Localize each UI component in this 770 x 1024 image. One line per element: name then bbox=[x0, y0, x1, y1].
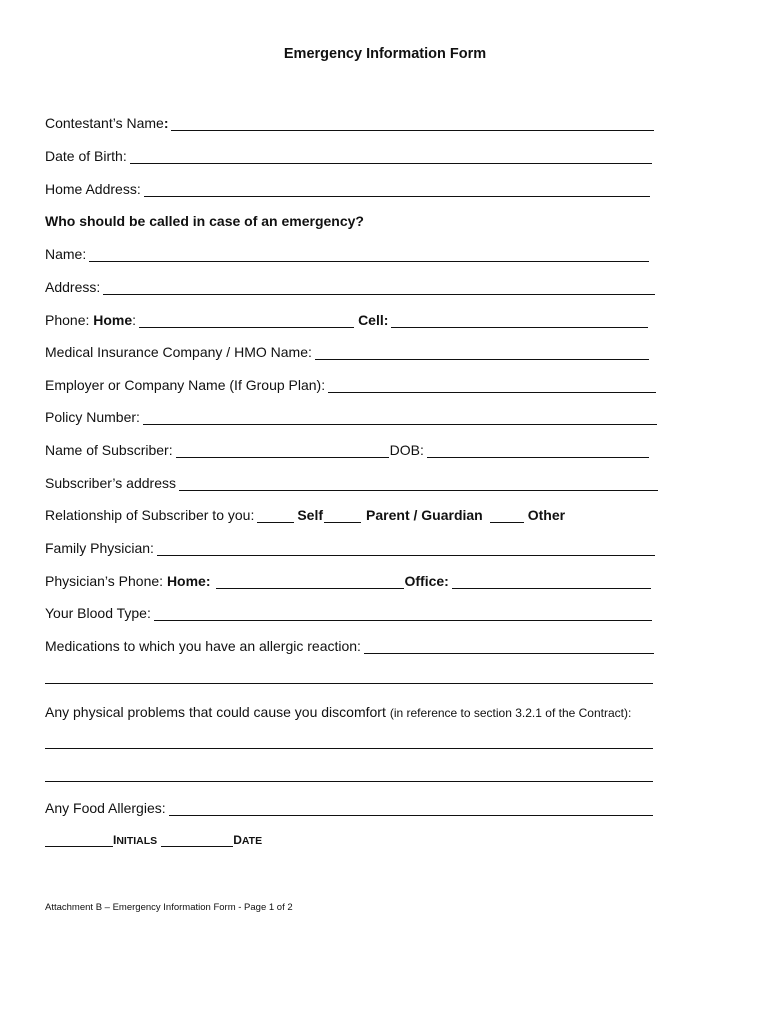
physician-phone-row bbox=[45, 571, 651, 589]
physical-problems-line-1[interactable] bbox=[45, 748, 653, 749]
family-physician-label: Family Physician: bbox=[45, 540, 154, 556]
dob-label: Date of Birth: bbox=[45, 148, 127, 164]
relationship-self-blank[interactable] bbox=[257, 508, 294, 523]
signature-row bbox=[45, 829, 262, 847]
emergency-address-label: Address: bbox=[45, 279, 101, 295]
policy-row bbox=[45, 407, 657, 425]
emergency-address-field[interactable] bbox=[103, 280, 655, 295]
phone-cell-field[interactable] bbox=[391, 313, 648, 328]
phone-label: Phone: bbox=[45, 312, 94, 328]
physician-home-label: Home: bbox=[166, 573, 211, 589]
relationship-parent-label: Parent / Guardian bbox=[366, 507, 483, 523]
subscriber-dob-field[interactable] bbox=[427, 443, 649, 458]
relationship-self-label: Self bbox=[297, 507, 324, 523]
dob-row bbox=[45, 146, 652, 164]
relationship-other-label: Other bbox=[527, 507, 566, 523]
date-label: DATE bbox=[233, 833, 263, 847]
policy-label: Policy Number: bbox=[45, 409, 140, 425]
insurance-label: Medical Insurance Company / HMO Name: bbox=[45, 344, 312, 360]
subscriber-dob-label: DOB: bbox=[389, 442, 424, 458]
subscriber-address-label: Subscriber’s address bbox=[45, 475, 176, 491]
subscriber-address-field[interactable] bbox=[179, 476, 658, 491]
relationship-parent-blank[interactable] bbox=[324, 508, 361, 523]
emergency-question bbox=[45, 211, 364, 229]
physical-problems-note: (in reference to section 3.2.1 of the Contract): bbox=[389, 706, 632, 720]
insurance-field[interactable] bbox=[315, 345, 649, 360]
contestant-name-colon: : bbox=[163, 115, 169, 131]
phone-home-colon: : bbox=[132, 312, 137, 328]
contestant-name-label: Contestant’s Name bbox=[45, 115, 164, 131]
medications-label: Medications to which you have an allergic reaction: bbox=[45, 638, 361, 654]
home-address-field[interactable] bbox=[144, 182, 650, 197]
initials-blank[interactable] bbox=[45, 834, 113, 847]
initials-label: INITIALS bbox=[113, 833, 158, 847]
employer-field[interactable] bbox=[328, 378, 656, 393]
phone-row bbox=[45, 310, 648, 328]
home-address-row bbox=[45, 179, 650, 197]
physician-office-field[interactable] bbox=[452, 574, 651, 589]
blood-type-field[interactable] bbox=[154, 606, 652, 621]
blood-type-row bbox=[45, 603, 652, 621]
contestant-name-field[interactable] bbox=[171, 116, 654, 131]
physician-office-label: Office: bbox=[404, 573, 449, 589]
form-title: Emergency Information Form bbox=[283, 46, 487, 62]
contestant-name-row bbox=[45, 113, 654, 131]
subscriber-name-label: Name of Subscriber: bbox=[45, 442, 173, 458]
relationship-row bbox=[45, 505, 565, 523]
medications-field[interactable] bbox=[364, 639, 654, 654]
food-allergies-label: Any Food Allergies: bbox=[45, 800, 166, 816]
dob-field[interactable] bbox=[130, 149, 652, 164]
relationship-other-blank[interactable] bbox=[490, 508, 524, 523]
relationship-label: Relationship of Subscriber to you: bbox=[45, 507, 255, 523]
blood-type-label: Your Blood Type: bbox=[45, 605, 151, 621]
emergency-address-row bbox=[45, 277, 655, 295]
family-physician-row bbox=[45, 538, 655, 556]
subscriber-name-row bbox=[45, 440, 649, 458]
physical-problems-line-2[interactable] bbox=[45, 781, 653, 782]
employer-row bbox=[45, 375, 656, 393]
emergency-name-field[interactable] bbox=[89, 247, 649, 262]
employer-label: Employer or Company Name (If Group Plan): bbox=[45, 377, 326, 393]
physical-problems-label: Any physical problems that could cause you discomfort bbox=[45, 704, 386, 720]
insurance-row bbox=[45, 342, 649, 360]
phone-home-field[interactable] bbox=[139, 313, 354, 328]
physician-phone-label: Physician’s Phone: bbox=[45, 573, 167, 589]
page-footer: Attachment B – Emergency Information Form - Page 1 of 2 bbox=[45, 902, 293, 913]
family-physician-field[interactable] bbox=[157, 541, 655, 556]
emergency-question-text: Who should be called in case of an emergency? bbox=[45, 213, 364, 229]
home-address-label: Home Address: bbox=[45, 181, 141, 197]
phone-home-label: Home bbox=[93, 312, 133, 328]
physical-problems-row bbox=[45, 702, 631, 720]
date-blank[interactable] bbox=[161, 834, 233, 847]
subscriber-name-field[interactable] bbox=[176, 443, 389, 458]
medications-extra-line[interactable] bbox=[45, 683, 653, 684]
food-allergies-field[interactable] bbox=[169, 801, 653, 816]
emergency-name-label: Name: bbox=[45, 246, 87, 262]
physician-home-field[interactable] bbox=[216, 574, 404, 589]
phone-cell-label: Cell: bbox=[358, 312, 389, 328]
policy-field[interactable] bbox=[143, 410, 657, 425]
emergency-name-row bbox=[45, 244, 649, 262]
subscriber-address-row bbox=[45, 473, 658, 491]
food-allergies-row bbox=[45, 798, 653, 816]
medications-row bbox=[45, 636, 654, 654]
